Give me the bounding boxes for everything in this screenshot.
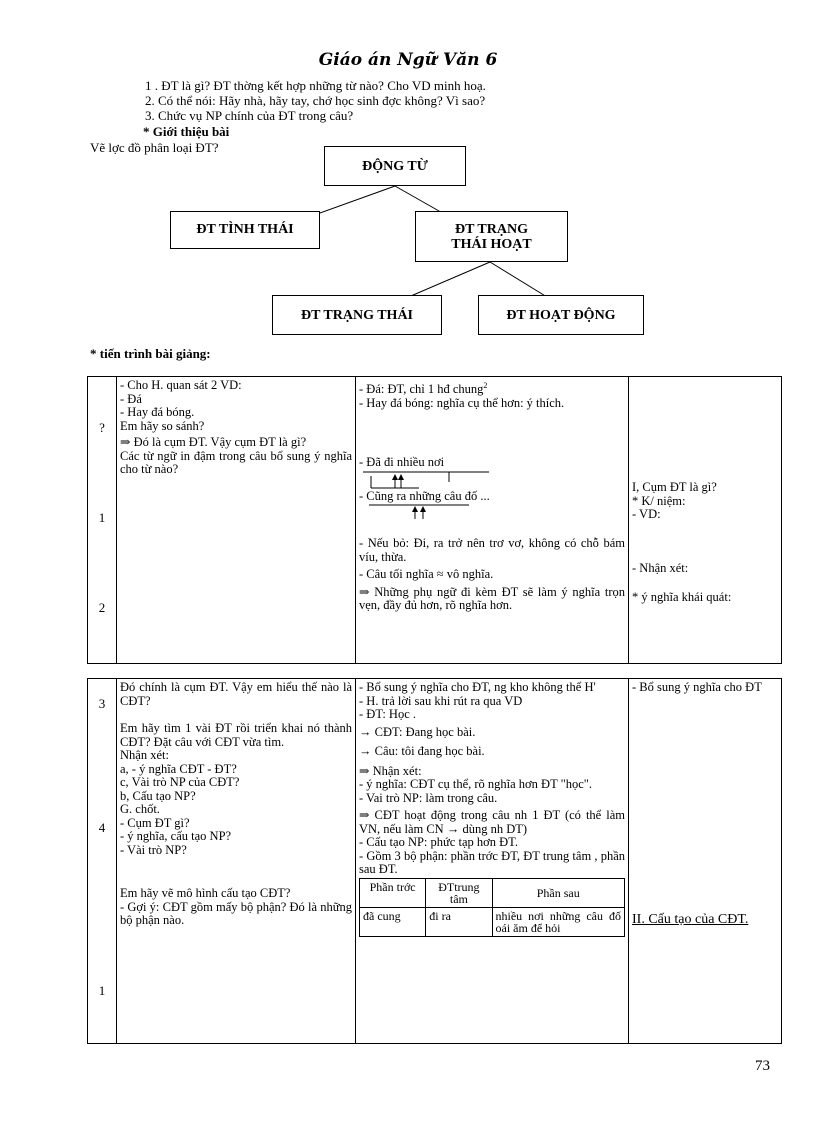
page-number: 73 bbox=[755, 1058, 770, 1074]
structure-header: Phần trớc bbox=[360, 878, 426, 907]
text-line: - Vai trò NP: làm trong câu. bbox=[359, 790, 498, 805]
text-line: I, Cụm ĐT là gì? bbox=[632, 480, 717, 494]
text-line: Đó chính là cụm ĐT. Vậy em hiểu thế nào là CĐT? bbox=[120, 680, 352, 708]
text-line: - ý nghĩa, cấu tạo NP? bbox=[120, 829, 232, 843]
structure-cell: đã cung bbox=[360, 907, 426, 936]
diagram-root-box: ĐỘNG TỪ bbox=[324, 146, 466, 186]
text-line: - H. trả lời sau khi rút ra qua VD bbox=[359, 693, 523, 708]
diagram-right-line1: ĐT TRẠNG bbox=[454, 222, 528, 237]
diagram-sub-right-box: ĐT HOẠT ĐỘNG bbox=[478, 295, 644, 335]
text-line: b, Cấu tạo NP? bbox=[120, 788, 196, 803]
row-number: 4 bbox=[98, 820, 106, 835]
row-number: 1 bbox=[98, 983, 106, 998]
structure-cell: nhiều nơi những câu đố oái ăm để hỏi bbox=[492, 907, 625, 936]
text-line: - Cụm ĐT gì? bbox=[120, 815, 190, 830]
text-line: - Cho H. quan sát 2 VD: bbox=[120, 378, 242, 392]
section-heading: II. Cấu tạo của CĐT. bbox=[632, 911, 749, 927]
page-header: Giáo án Ngữ Văn 6 bbox=[318, 50, 498, 70]
progress-heading: * tiến trình bài giảng: bbox=[90, 346, 211, 361]
structure-table bbox=[359, 878, 625, 937]
student-activity bbox=[356, 679, 629, 1044]
diagram-sub-left-box: ĐT TRẠNG THÁI bbox=[272, 295, 442, 335]
superscript: 2 bbox=[483, 381, 488, 390]
text-line: - Hay đá bóng. bbox=[120, 405, 195, 419]
diagram-intro: Vẽ lợc đồ phân loại ĐT? bbox=[90, 140, 219, 155]
text-line: - Đã đi nhiều nơi bbox=[359, 455, 445, 470]
text-line: - Hay đá bóng: nghĩa cụ thể hơn: ý thích. bbox=[359, 395, 565, 410]
teacher-activity bbox=[117, 679, 356, 1044]
text-line: Em hãy vẽ mô hình cấu tạo CĐT? bbox=[120, 886, 291, 900]
lesson-table-2 bbox=[87, 678, 782, 1044]
text-line: Em hãy tìm 1 vài ĐT rồi triển khai nó thành CĐT? Đặt câu với CĐT vừa tìm. bbox=[120, 721, 352, 749]
text-line: * ý nghĩa khái quát: bbox=[632, 590, 732, 604]
text-line: Các từ ngữ in đậm trong câu bổ sung ý nghĩa cho từ nào? bbox=[120, 448, 352, 476]
diagram-right-box bbox=[415, 211, 568, 262]
text-line: ⇒ Nhận xét: bbox=[359, 763, 422, 778]
lesson-table-1 bbox=[87, 376, 782, 664]
text-line: - Bổ sung ý nghĩa cho ĐT, ng kho không thể H' bbox=[359, 680, 596, 694]
question-1: 1 . ĐT là gì? ĐT thờng kết hợp những từ nào? Cho VD minh hoạ. bbox=[145, 78, 486, 93]
text-line: a, - ý nghĩa CĐT - ĐT? bbox=[120, 761, 237, 776]
intro-heading: * Giới thiệu bài bbox=[143, 124, 230, 139]
text-line: Nhận xét: bbox=[120, 748, 169, 762]
text-line: - Nếu bỏ: Đi, ra trở nên trơ vơ, không có chỗ bám víu, thừa. bbox=[359, 536, 625, 564]
text-line: - Gợi ý: CĐT gồm mấy bộ phận? Đó là những bộ phận nào. bbox=[120, 899, 352, 927]
text-line: - ý nghĩa: CĐT cụ thể, rõ nghĩa hơn ĐT "học". bbox=[359, 777, 592, 791]
structure-cell: đi ra bbox=[426, 907, 492, 936]
number-column bbox=[88, 679, 117, 1044]
teacher-activity bbox=[117, 377, 356, 664]
text-line: - Đá: ĐT, chỉ 1 hđ chung bbox=[359, 382, 484, 397]
text-line: G. chốt. bbox=[120, 802, 160, 816]
row-number: 3 bbox=[98, 696, 106, 711]
text-line: - Vài trò NP? bbox=[120, 842, 187, 857]
text-line: - Đá bbox=[120, 391, 142, 406]
text-line: - VD: bbox=[632, 507, 661, 521]
text-line: → CĐT: Đang học bài. bbox=[359, 724, 476, 739]
text-line: - Câu tối nghĩa ≈ vô nghĩa. bbox=[359, 567, 494, 582]
notes-column bbox=[629, 377, 782, 664]
text-line: - Gồm 3 bộ phận: phần trớc ĐT, ĐT trung tâm , phần sau ĐT. bbox=[359, 848, 625, 876]
row-number: 2 bbox=[98, 600, 106, 615]
text-line: - Cũng ra những câu đố ... bbox=[359, 488, 490, 503]
row-number: ? bbox=[99, 420, 105, 435]
text-line: - ĐT: Học . bbox=[359, 707, 417, 721]
diagram-right-line2: THÁI HOẠT bbox=[451, 237, 532, 252]
text-line: - Nhận xét: bbox=[632, 560, 689, 575]
text-line: ⇒ CĐT hoạt động trong câu nh 1 ĐT (có thể làm VN, nếu làm CN → dùng nh DT) bbox=[359, 808, 625, 836]
text-line: ⇒ Những phụ ngữ đi kèm ĐT sẽ làm ý nghĩa trọn vẹn, đầy đủ hơn, rõ nghĩa hơn. bbox=[359, 584, 625, 613]
bracket-diagram bbox=[359, 468, 509, 490]
text-line: - Bổ sung ý nghĩa cho ĐT bbox=[632, 680, 762, 694]
structure-header: ĐTtrung tâm bbox=[426, 878, 492, 907]
bracket-diagram bbox=[359, 503, 509, 521]
notes-column bbox=[629, 679, 782, 1044]
diagram-left-box: ĐT TÌNH THÁI bbox=[170, 211, 320, 249]
structure-header: Phần sau bbox=[492, 878, 625, 907]
text-line: Em hãy so sánh? bbox=[120, 418, 205, 433]
row-number: 1 bbox=[98, 510, 106, 525]
text-line: * K/ niệm: bbox=[632, 493, 686, 508]
number-column bbox=[88, 377, 117, 664]
question-3: 3. Chức vụ NP chính của ĐT trong câu? bbox=[145, 108, 354, 123]
text-line: → Câu: tôi đang học bài. bbox=[359, 744, 485, 758]
student-activity bbox=[356, 377, 629, 664]
text-line: c, Vài trò NP của CĐT? bbox=[120, 775, 240, 789]
question-2: 2. Có thể nói: Hãy nhà, hãy tay, chớ học sinh đợc không? Vì sao? bbox=[145, 93, 486, 108]
text-line: ⇒ Đó là cụm ĐT. Vậy cụm ĐT là gì? bbox=[120, 435, 307, 449]
text-line: - Cấu tạo NP: phức tạp hơn ĐT. bbox=[359, 835, 518, 849]
